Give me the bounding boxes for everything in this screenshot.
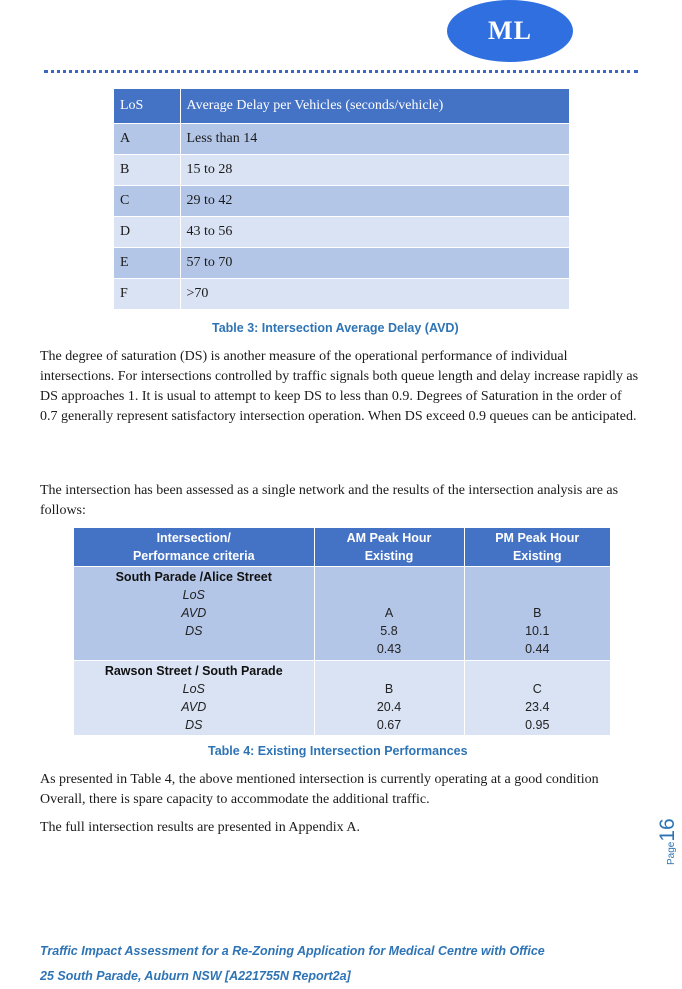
- cell-delay: Less than 14: [180, 124, 570, 155]
- table4-caption: Table 4: Existing Intersection Performances: [208, 744, 468, 758]
- pm-ds: 0.95: [525, 718, 550, 732]
- page-number-label: [656, 818, 680, 865]
- cell-delay: 57 to 70: [180, 248, 570, 279]
- am-ds: 0.67: [376, 718, 402, 732]
- cell-delay: 15 to 28: [180, 155, 570, 186]
- criteria-ds: DS: [185, 718, 203, 732]
- am-los: B: [384, 682, 394, 696]
- am-avd: 20.4: [376, 700, 402, 714]
- header-los: LoS: [114, 89, 180, 124]
- paragraph-degree-of-saturation: The degree of saturation (DS) is another measure of the operational performance of individual intersections. For intersections controlled by traffic signals both queue length and delay increase rapidly as DS approaches 1. It is usual to attempt to keep DS to less than 0.9. Degrees of Saturation in the order of 0.7 generally represent satisfactory intersection operation. When DS exceed 0.9 queues can be anticipated.: [40, 349, 639, 424]
- header-line: PM Peak Hour: [495, 531, 580, 545]
- pm-avd: 10.1: [525, 624, 550, 638]
- cell-delay: >70: [180, 279, 570, 310]
- am-avd: 5.8: [380, 624, 398, 638]
- table-row: [114, 155, 570, 186]
- table-row: [114, 279, 570, 310]
- header-line: Performance criteria: [132, 549, 255, 563]
- criteria-los: LoS: [182, 682, 205, 696]
- cell-los: F: [114, 279, 180, 310]
- cell-los: A: [114, 124, 180, 155]
- paragraph-appendix: The full intersection results are presented in Appendix A.: [40, 820, 360, 835]
- table-row: [114, 217, 570, 248]
- header-line: Intersection/: [156, 531, 231, 545]
- table-row: [74, 567, 610, 661]
- pm-ds: 0.44: [525, 642, 550, 656]
- am-values-cell: [314, 567, 464, 661]
- table-row: [74, 661, 610, 736]
- criteria-ds: DS: [185, 624, 203, 638]
- header-intersection: [74, 528, 314, 567]
- table3-caption: Table 3: Intersection Average Delay (AVD): [212, 321, 459, 335]
- table-row: [114, 186, 570, 217]
- ml-logo: [447, 0, 573, 62]
- footer-line-address: 25 South Parade, Auburn NSW [A221755N Report2a]: [40, 969, 351, 983]
- am-values-cell: [314, 661, 464, 736]
- los-delay-table: [114, 89, 570, 309]
- header-am-peak: [314, 528, 464, 567]
- footer-line-title: Traffic Impact Assessment for a Re-Zoning Application for Medical Centre with Office: [40, 944, 545, 958]
- intersection-cell: [74, 567, 314, 661]
- table-row: [114, 124, 570, 155]
- page-number: [656, 805, 682, 869]
- header-pm-peak: [464, 528, 610, 567]
- paragraph-network-assessment: The intersection has been assessed as a single network and the results of the intersection analysis are as follows:: [40, 483, 619, 518]
- page-number-value: 16: [656, 818, 679, 842]
- cell-delay: 29 to 42: [180, 186, 570, 217]
- intersection-name: Rawson Street / South Parade: [104, 664, 283, 678]
- header-line: Existing: [364, 549, 414, 563]
- pm-values-cell: [464, 661, 610, 736]
- am-ds: 0.43: [376, 642, 402, 656]
- page-label: Page: [666, 841, 677, 865]
- criteria-los: LoS: [182, 588, 205, 602]
- paragraph-conclusion: As presented in Table 4, the above mentioned intersection is currently operating at a good condition Overall, there is spare capacity to accommodate the additional traffic.: [40, 772, 599, 807]
- intersection-name: South Parade /Alice Street: [115, 570, 272, 584]
- pm-los: B: [533, 606, 542, 620]
- pm-los: C: [532, 682, 542, 696]
- cell-delay: 43 to 56: [180, 217, 570, 248]
- logo-text: ML: [488, 16, 532, 45]
- table-header-row: [74, 528, 610, 567]
- header-average-delay: Average Delay per Vehicles (seconds/vehicle): [180, 89, 570, 124]
- cell-los: E: [114, 248, 180, 279]
- cell-los: D: [114, 217, 180, 248]
- pm-values-cell: [464, 567, 610, 661]
- am-los: A: [384, 606, 394, 620]
- intersection-cell: [74, 661, 314, 736]
- cell-los: C: [114, 186, 180, 217]
- header-line: Existing: [512, 549, 562, 563]
- table-row: [114, 248, 570, 279]
- header-dotted-divider: [44, 70, 638, 73]
- criteria-avd: AVD: [181, 606, 207, 620]
- pm-avd: 23.4: [525, 700, 550, 714]
- header-line: AM Peak Hour: [346, 531, 432, 545]
- table-header-row: [114, 89, 570, 124]
- cell-los: B: [114, 155, 180, 186]
- criteria-avd: AVD: [181, 700, 207, 714]
- intersection-performance-table: [74, 528, 610, 735]
